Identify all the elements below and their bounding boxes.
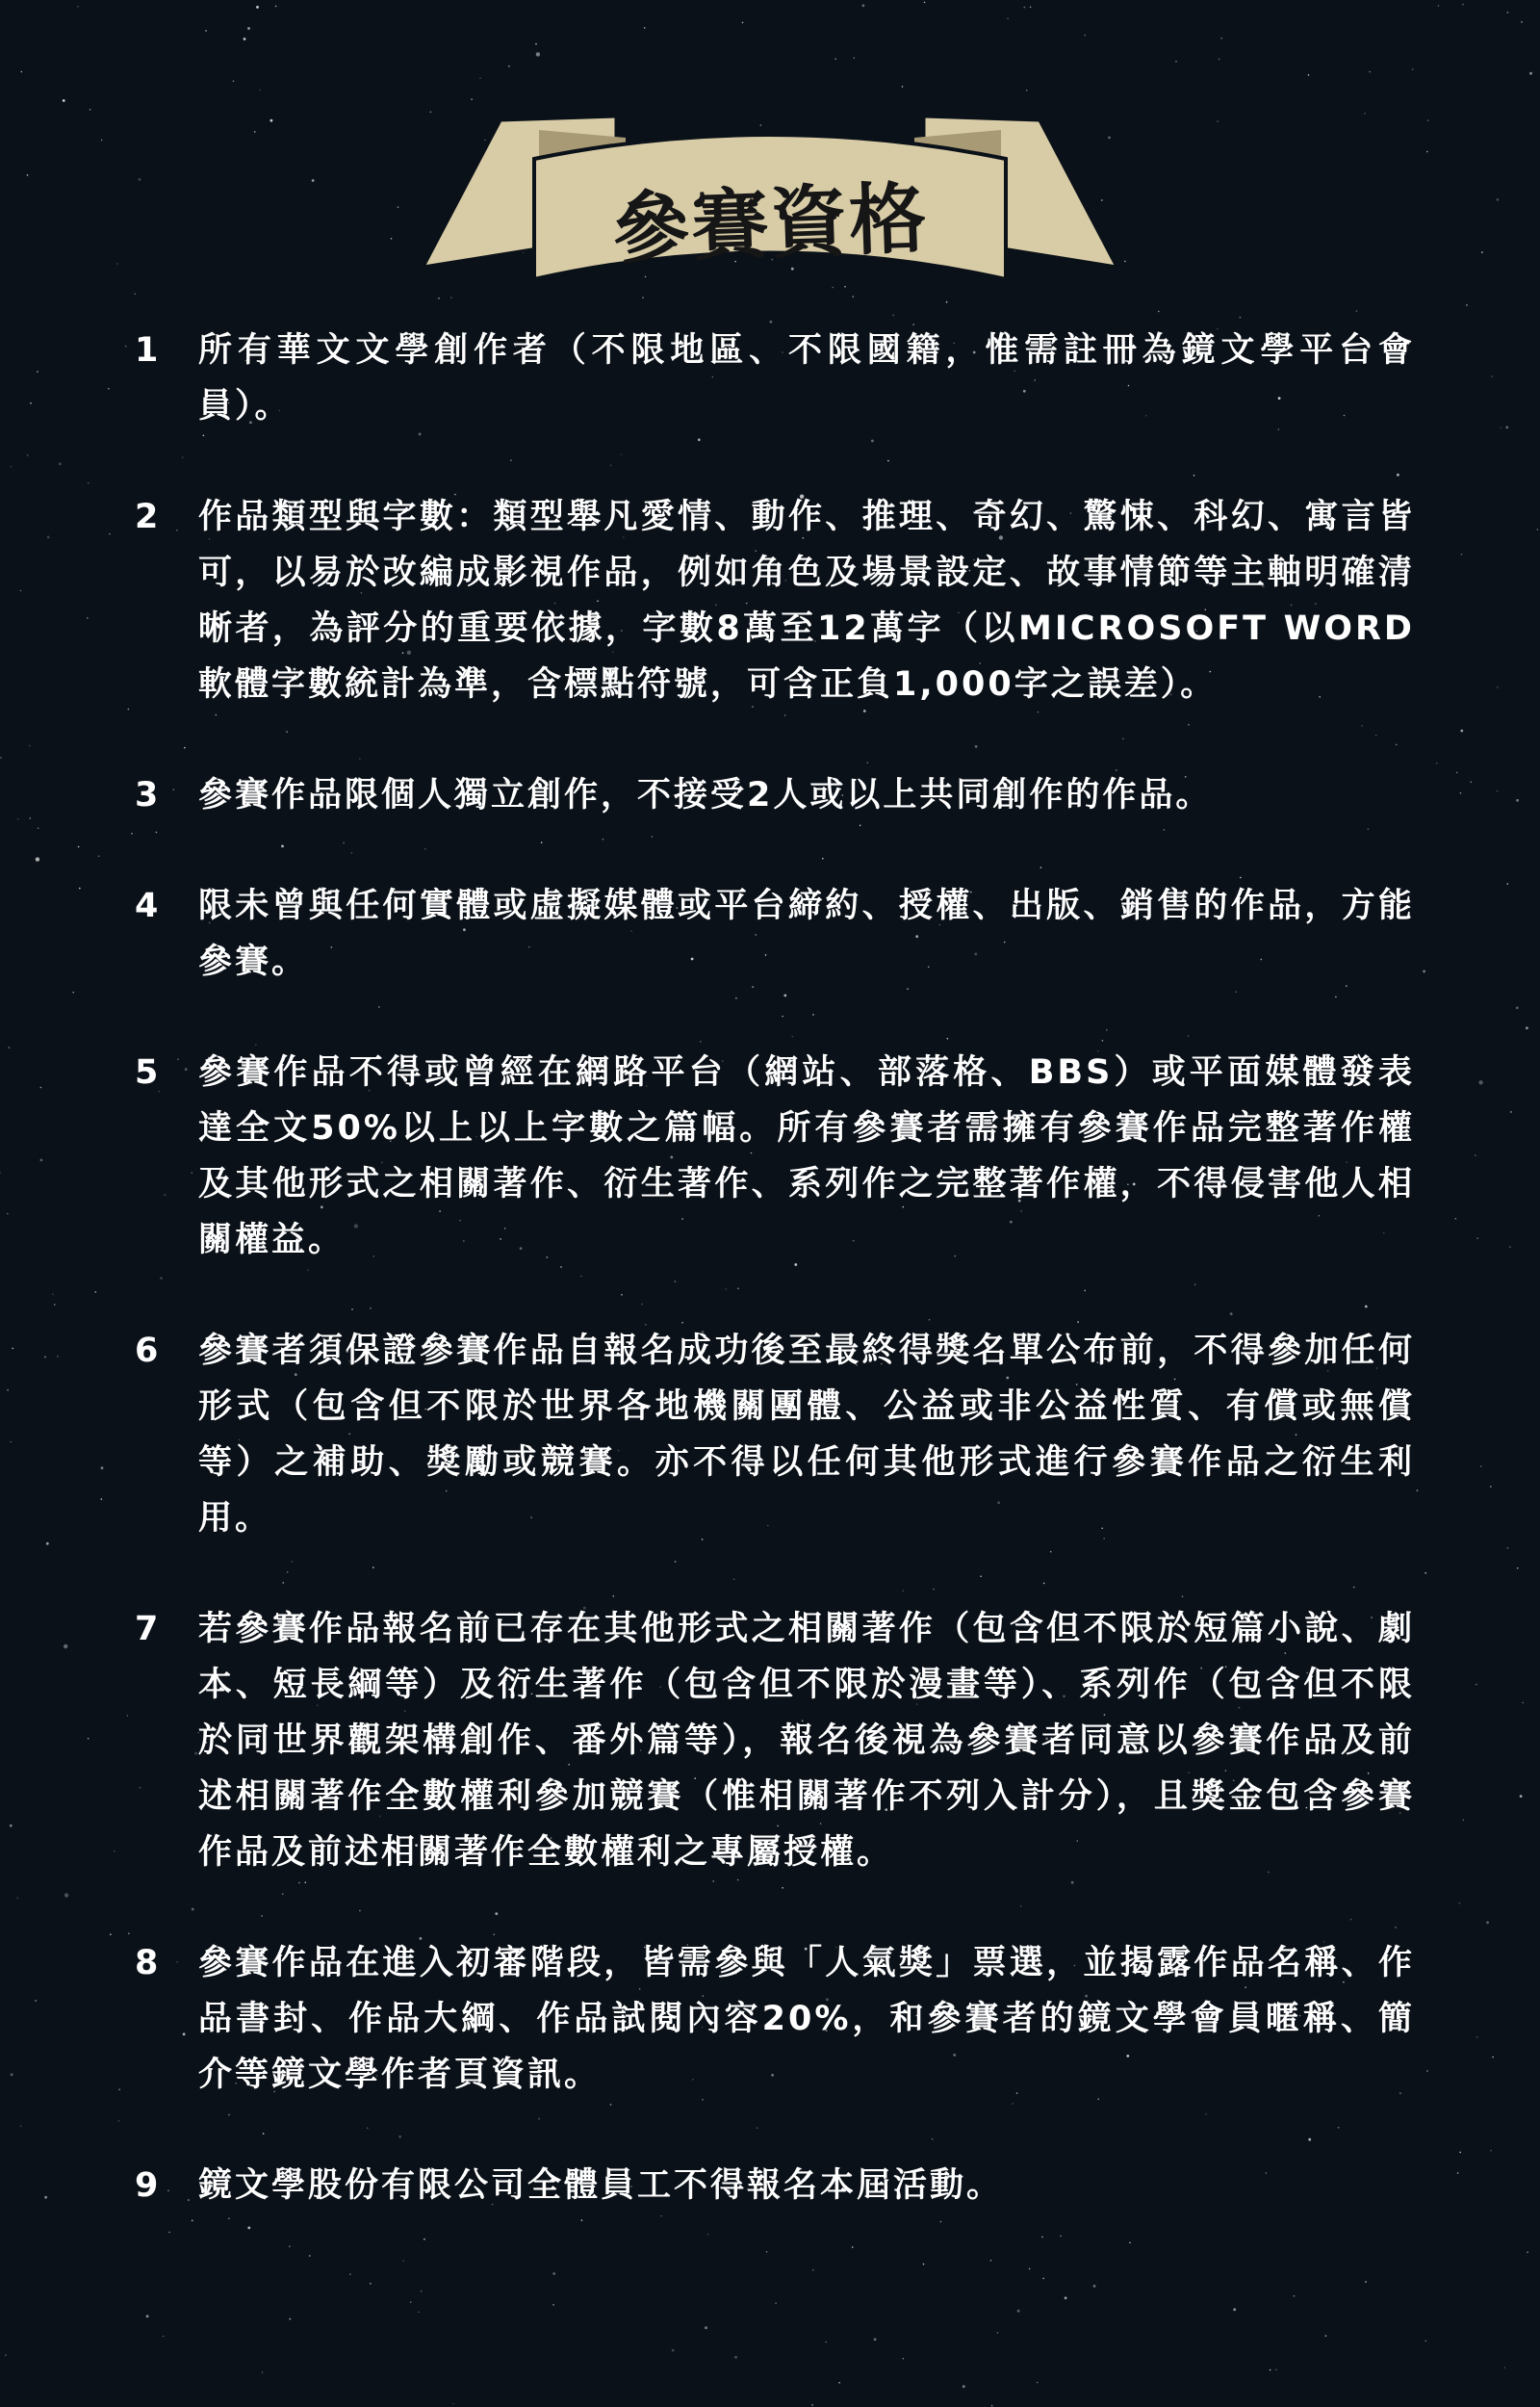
star-dot [1492, 2057, 1494, 2058]
star-dot [644, 27, 646, 29]
star-dot [1480, 1465, 1482, 1467]
star-dot [672, 2349, 675, 2352]
star-dot [1507, 883, 1509, 885]
star-dot [7, 1213, 9, 1215]
rule-number: 3 [135, 776, 159, 815]
star-dot [1466, 304, 1468, 306]
star-dot [552, 2304, 554, 2306]
star-dot [44, 1357, 46, 1359]
star-dot [892, 315, 894, 317]
star-dot [452, 2403, 454, 2405]
star-dot [1526, 1026, 1528, 1029]
star-dot [270, 119, 273, 122]
star-dot [125, 346, 127, 348]
star-dot [421, 2291, 423, 2292]
star-dot [924, 2, 926, 4]
star-dot [88, 482, 90, 484]
star-dot [128, 1932, 130, 1934]
star-dot [11, 2073, 13, 2076]
star-dot [114, 1851, 116, 1852]
star-dot [290, 2318, 292, 2320]
star-dot [1462, 4, 1464, 6]
star-dot [72, 992, 74, 994]
star-dot [46, 1542, 49, 1545]
star-dot [47, 536, 50, 539]
star-dot [259, 90, 261, 91]
star-dot [1412, 68, 1414, 70]
star-dot [40, 1159, 43, 1162]
star-dot [54, 1304, 56, 1306]
star-dot [962, 2385, 965, 2388]
rule-item-9 [135, 2158, 1415, 2213]
star-dot [98, 855, 100, 857]
star-dot [1527, 2252, 1528, 2254]
star-dot [991, 2405, 993, 2407]
star-dot [1427, 119, 1429, 121]
star-dot [1501, 427, 1502, 429]
rule-item-4 [135, 878, 1415, 990]
star-dot [1505, 427, 1508, 429]
star-dot [398, 206, 399, 208]
star-dot [64, 1893, 68, 1897]
star-dot [36, 857, 39, 861]
star-dot [1240, 317, 1242, 319]
star-dot [118, 2120, 120, 2122]
star-dot [1461, 554, 1463, 556]
star-dot [552, 2272, 555, 2275]
star-dot [1507, 12, 1509, 13]
star-dot [410, 2301, 412, 2303]
rule-item-7 [135, 1601, 1415, 1880]
rule-text: 所有華文文學創作者（不限地區、不限國籍，惟需註冊為鏡文學平台會員）。 [198, 331, 1415, 426]
star-dot [0, 1172, 1, 1174]
star-dot [418, 2312, 420, 2314]
star-dot [95, 1291, 97, 1293]
star-dot [1364, 113, 1366, 115]
star-dot [1436, 763, 1438, 764]
star-dot [1497, 198, 1500, 201]
star-dot [1270, 2369, 1271, 2371]
title-ribbon-banner [414, 91, 1126, 313]
star-dot [742, 22, 744, 24]
star-dot [536, 52, 540, 56]
star-dot [1275, 2368, 1277, 2370]
star-dot [1476, 1237, 1478, 1239]
star-dot [391, 238, 393, 240]
star-dot [78, 846, 80, 848]
star-dot [535, 43, 537, 45]
star-dot [7, 1389, 9, 1391]
star-dot [811, 2404, 813, 2406]
star-dot [256, 6, 259, 9]
star-dot [87, 617, 89, 619]
rule-text: 作品類型與字數：類型舉凡愛情、動作、推理、奇幻、驚悚、科幻、寓言皆可，以易於改編成影視作品，例如角色及場景設定、故事情節等主軸明確清晰者，為評分的重要依據，字數8萬至12萬字（以MICROSOFT WORD軟體字數統計為準，含標點符號，可含正負1,000字之誤差）。 [198, 498, 1415, 704]
star-dot [1233, 2308, 1236, 2311]
star-dot [10, 1441, 12, 1443]
star-dot [38, 827, 39, 829]
star-dot [1459, 1902, 1461, 1904]
star-dot [1460, 730, 1463, 733]
rule-number: 7 [135, 1610, 159, 1648]
star-dot [109, 533, 111, 535]
star-dot [1024, 7, 1026, 9]
star-dot [1424, 1572, 1426, 1574]
star-dot [854, 57, 856, 59]
rule-number: 5 [135, 1053, 159, 1092]
star-dot [775, 2302, 777, 2304]
star-dot [108, 388, 110, 390]
star-dot [1460, 792, 1462, 794]
star-dot [79, 888, 81, 890]
star-dot [1426, 151, 1428, 153]
rule-item-3 [135, 767, 1415, 823]
star-dot [1463, 1820, 1465, 1822]
star-dot [349, 2273, 351, 2275]
star-dot [862, 4, 865, 7]
star-dot [312, 179, 315, 182]
star-dot [1504, 2367, 1506, 2368]
star-dot [1522, 1702, 1524, 1704]
star-dot [812, 2269, 814, 2271]
rule-number: 2 [135, 498, 159, 536]
rule-text: 鏡文學股份有限公司全體員工不得報名本屆活動。 [198, 2166, 1004, 2205]
rule-text: 參賽作品限個人獨立創作，不接受2人或以上共同創作的作品。 [198, 776, 1213, 815]
star-dot [1030, 7, 1032, 9]
star-dot [1084, 35, 1086, 37]
star-dot [118, 2089, 120, 2091]
star-dot [1158, 311, 1160, 313]
star-dot [5, 2354, 7, 2356]
star-dot [1308, 74, 1310, 76]
star-dot [44, 2196, 47, 2199]
star-dot [101, 140, 103, 142]
star-dot [1490, 1486, 1492, 1488]
star-dot [825, 2342, 827, 2343]
star-dot [244, 38, 246, 40]
star-dot [1417, 1489, 1419, 1491]
star-dot [997, 2332, 999, 2334]
rule-number: 8 [135, 1944, 159, 1982]
rule-number: 9 [135, 2166, 159, 2205]
rule-number: 6 [135, 1332, 159, 1370]
star-dot [1507, 1547, 1509, 1549]
star-dot [1516, 1006, 1519, 1009]
star-dot [1426, 2070, 1428, 2072]
star-dot [1219, 59, 1220, 61]
rule-text: 若參賽作品報名前已存在其他形式之相關著作（包含但不限於短篇小說、劇本、短長綱等）及衍生著作（包含但不限於漫畫等）、系列作（包含但不限於同世界觀架構創作、番外篇等），報名後視為參賽者同意以參賽作品及前述相關著作全數權利參加競賽（惟相關著作不列入計分），且獎金包含參賽作品及前述相關著作全數權利之專屬授權。 [198, 1610, 1415, 1872]
star-dot [139, 178, 141, 181]
star-dot [1438, 5, 1440, 7]
star-dot [1455, 1218, 1457, 1220]
star-dot [29, 745, 31, 747]
star-dot [1475, 1154, 1476, 1156]
star-dot [1486, 1921, 1489, 1924]
star-dot [59, 462, 62, 465]
star-dot [77, 6, 79, 8]
star-dot [128, 709, 130, 711]
star-dot [1042, 2278, 1044, 2280]
star-dot [1423, 971, 1425, 973]
star-dot [30, 402, 32, 404]
rule-item-6 [135, 1323, 1415, 1546]
star-dot [205, 30, 207, 32]
star-dot [16, 1898, 18, 1900]
star-dot [838, 2382, 840, 2384]
star-dot [1175, 61, 1177, 63]
star-dot [1521, 21, 1523, 23]
section-title: 參賽資格 [610, 172, 930, 274]
star-dot [903, 2358, 905, 2360]
star-dot [370, 2283, 372, 2285]
star-dot [0, 757, 2, 759]
star-dot [1220, 38, 1222, 39]
rule-number: 4 [135, 887, 159, 925]
star-dot [163, 2336, 165, 2338]
star-dot [1497, 686, 1499, 688]
star-dot [1476, 2036, 1478, 2038]
star-dot [1037, 2382, 1039, 2384]
rule-item-5 [135, 1045, 1415, 1268]
star-dot [27, 454, 29, 456]
star-dot [1457, 2172, 1459, 2174]
star-dot [262, 2371, 264, 2373]
star-dot [1456, 772, 1458, 774]
star-dot [88, 1738, 90, 1740]
star-dot [834, 59, 836, 61]
star-dot [40, 1087, 42, 1089]
star-dot [30, 817, 32, 819]
star-dot [57, 1356, 59, 1358]
star-dot [21, 71, 23, 73]
star-dot [17, 818, 19, 820]
star-dot [146, 2315, 149, 2317]
star-dot [110, 1933, 112, 1935]
rule-text: 限未曾與任何實體或虛擬媒體或平台締約、授權、出版、銷售的作品，方能參賽。 [198, 887, 1415, 981]
rule-item-8 [135, 1935, 1415, 2103]
star-dot [1517, 1567, 1519, 1569]
star-dot [20, 590, 22, 592]
star-dot [52, 1294, 54, 1296]
star-dot [233, 80, 235, 82]
star-dot [1369, 71, 1371, 73]
rule-text: 參賽作品在進入初審階段，皆需參與「人氣獎」票選，並揭露作品名稱、作品書封、作品大綱、作品試閱內容20%，和參賽者的鏡文學會員暱稱、簡介等鏡文學作者頁資訊。 [198, 1944, 1415, 2094]
star-dot [254, 131, 256, 133]
star-dot [135, 293, 137, 295]
star-dot [101, 1498, 103, 1500]
star-dot [1516, 799, 1519, 802]
star-dot [1356, 310, 1358, 312]
star-dot [734, 2356, 737, 2359]
star-dot [1425, 2341, 1427, 2342]
star-dot [10, 1825, 13, 1827]
rule-text: 參賽者須保證參賽作品自報名成功後至最終得獎名單公布前，不得參加任何形式（包含但不限於世界各地機關團體、公益或非公益性質、有償或無償等）之補助、獎勵或競賽。亦不得以任何其他形式進行參賽作品之衍生利用。 [198, 1332, 1415, 1538]
star-dot [1093, 2285, 1096, 2288]
star-dot [64, 1644, 67, 1648]
star-dot [275, 6, 277, 8]
star-dot [101, 1466, 104, 1469]
star-dot [1490, 2150, 1492, 2152]
star-dot [1491, 375, 1493, 377]
star-dot [11, 466, 13, 468]
star-dot [1294, 2295, 1296, 2297]
star-dot [902, 86, 904, 88]
star-dot [116, 263, 118, 265]
star-dot [1459, 2152, 1461, 2154]
star-dot [1017, 2310, 1020, 2313]
eligibility-rules-list [135, 323, 1415, 2268]
star-dot [1520, 1795, 1523, 1798]
star-dot [705, 2326, 707, 2329]
star-dot [1529, 72, 1532, 75]
rule-item-2 [135, 489, 1415, 712]
star-dot [874, 2338, 877, 2341]
star-dot [1509, 1246, 1511, 1248]
star-dot [90, 109, 91, 111]
star-dot [1476, 1684, 1477, 1686]
star-dot [1510, 1111, 1512, 1113]
star-dot [1217, 120, 1219, 122]
star-dot [1537, 529, 1539, 531]
star-dot [1065, 2296, 1067, 2299]
star-dot [20, 2125, 22, 2127]
star-dot [13, 1348, 14, 1350]
star-dot [37, 371, 38, 373]
star-dot [1365, 2281, 1367, 2283]
rule-number: 1 [135, 331, 159, 370]
star-dot [247, 27, 250, 30]
star-dot [9, 1047, 11, 1048]
star-dot [27, 174, 29, 176]
star-dot [1481, 251, 1483, 253]
star-dot [1478, 1080, 1482, 1084]
star-dot [1497, 790, 1499, 792]
star-dot [35, 2000, 37, 2002]
star-dot [508, 65, 510, 67]
star-dot [479, 77, 481, 79]
star-dot [127, 1715, 129, 1717]
star-dot [1325, 2335, 1327, 2337]
star-dot [131, 833, 133, 835]
star-dot [63, 99, 65, 102]
rule-text: 參賽作品不得或曾經在網路平台（網站、部落格、BBS）或平面媒體發表達全文50%以上以上字數之篇幅。所有參賽者需擁有參賽作品完整著作權及其他形式之相關著作、衍生著作、系列作之完整著作權，不得侵害他人相關權益。 [198, 1053, 1415, 1259]
rule-item-1 [135, 323, 1415, 434]
star-dot [1007, 18, 1009, 20]
star-dot [1471, 782, 1473, 784]
